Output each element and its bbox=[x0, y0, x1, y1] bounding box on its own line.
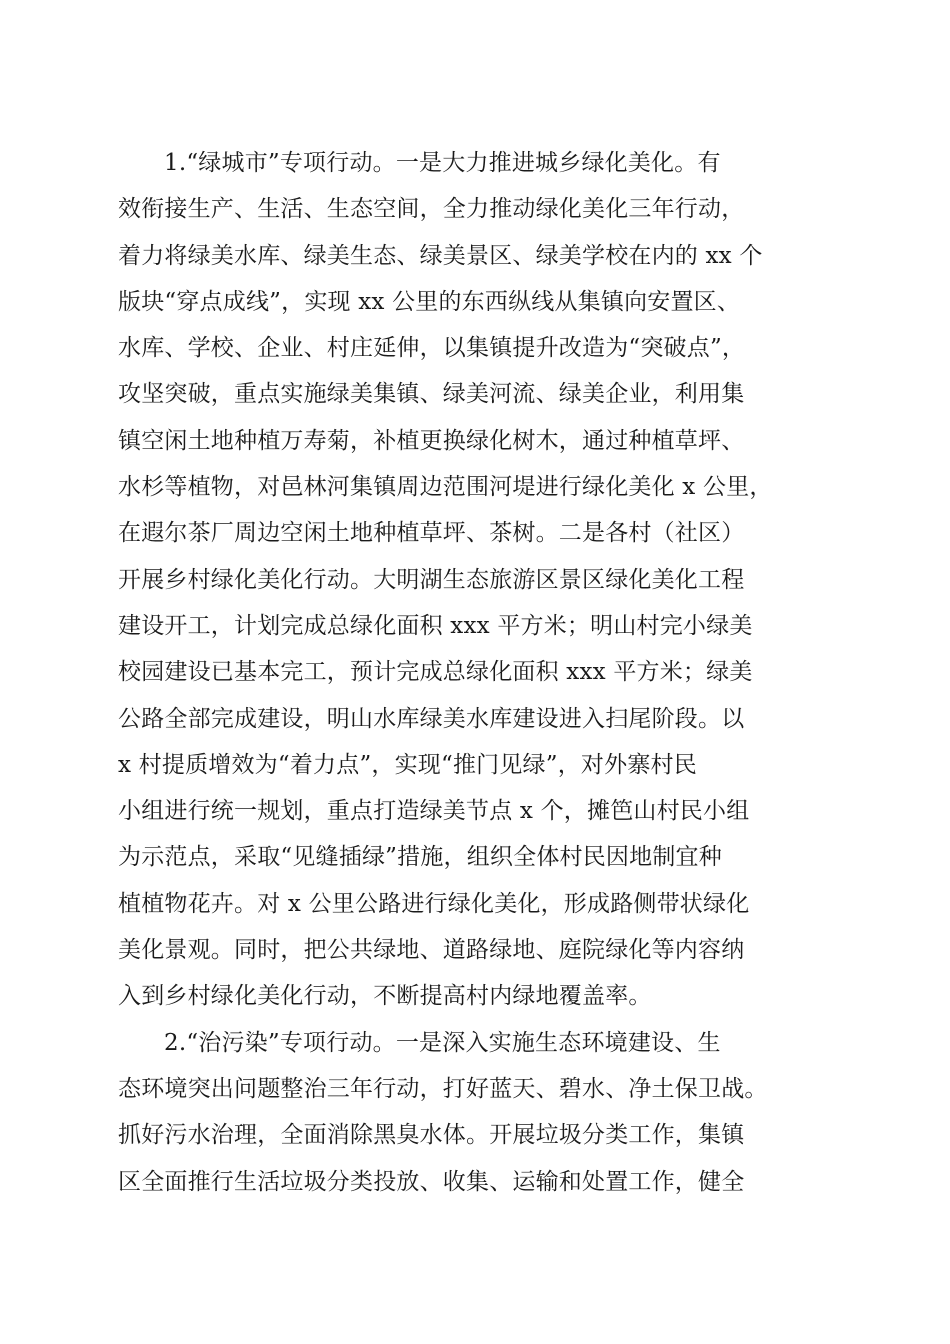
paragraph-line: 版块“穿点成线”，实现 xx 公里的东西纵线从集镇向安置区、 bbox=[118, 288, 741, 315]
paragraph-line: 小组进行统一规划，重点打造绿美节点 x 个，摊笆山村民小组 bbox=[118, 798, 750, 825]
paragraph-line: 公路全部完成建设，明山水库绿美水库建设进入扫尾阶段。以 bbox=[118, 705, 745, 732]
paragraph-line: 水库、学校、企业、村庄延伸，以集镇提升改造为“突破点”， bbox=[118, 335, 746, 362]
paragraph-line: 攻坚突破，重点实施绿美集镇、绿美河流、绿美企业，利用集 bbox=[118, 381, 745, 408]
paragraph-line: 效衔接生产、生活、生态空间，全力推动绿化美化三年行动， bbox=[118, 196, 745, 223]
paragraph-line: 抓好污水治理，全面消除黑臭水体。开展垃圾分类工作，集镇 bbox=[118, 1122, 745, 1149]
paragraph-line: 开展乡村绿化美化行动。大明湖生态旅游区景区绿化美化工程 bbox=[118, 566, 745, 593]
paragraph-line: 建设开工，计划完成总绿化面积 xxx 平方米；明山村完小绿美 bbox=[118, 612, 753, 639]
paragraph-line: 2.“治污染”专项行动。一是深入实施生态环境建设、生 bbox=[164, 1029, 721, 1056]
paragraph-green-city bbox=[118, 140, 838, 1020]
paragraph-line: 态环境突出问题整治三年行动，打好蓝天、碧水、净土保卫战。 bbox=[118, 1075, 768, 1102]
paragraph-line: 校园建设已基本完工，预计完成总绿化面积 xxx 平方米；绿美 bbox=[118, 659, 753, 686]
paragraph-line: 水杉等植物，对邑林河集镇周边范围河堤进行绿化美化 x 公里， bbox=[118, 474, 773, 501]
paragraph-line: 美化景观。同时，把公共绿地、道路绿地、庭院绿化等内容纳 bbox=[118, 937, 745, 964]
paragraph-line: 植植物花卉。对 x 公里公路进行绿化美化，形成路侧带状绿化 bbox=[118, 890, 750, 917]
paragraph-line: x 村提质增效为“着力点”，实现“推门见绿”，对外寨村民 bbox=[118, 751, 697, 778]
paragraph-line: 在遐尔茶厂周边空闲土地种植草坪、茶树。二是各村（社区） bbox=[118, 520, 745, 547]
document-body bbox=[118, 140, 838, 1205]
paragraph-line: 镇空闲土地种植万寿菊，补植更换绿化树木，通过种植草坪、 bbox=[118, 427, 745, 454]
paragraph-line: 入到乡村绿化美化行动，不断提高村内绿地覆盖率。 bbox=[118, 983, 652, 1010]
paragraph-line: 着力将绿美水库、绿美生态、绿美景区、绿美学校在内的 xx 个 bbox=[118, 242, 763, 269]
paragraph-line: 1.“绿城市”专项行动。一是大力推进城乡绿化美化。有 bbox=[164, 150, 721, 176]
paragraph-line: 区全面推行生活垃圾分类投放、收集、运输和处置工作，健全 bbox=[118, 1168, 745, 1195]
paragraph-line: 为示范点，采取“见缝插绿”措施，组织全体村民因地制宜种 bbox=[118, 844, 722, 871]
paragraph-pollution-control bbox=[118, 1020, 838, 1205]
